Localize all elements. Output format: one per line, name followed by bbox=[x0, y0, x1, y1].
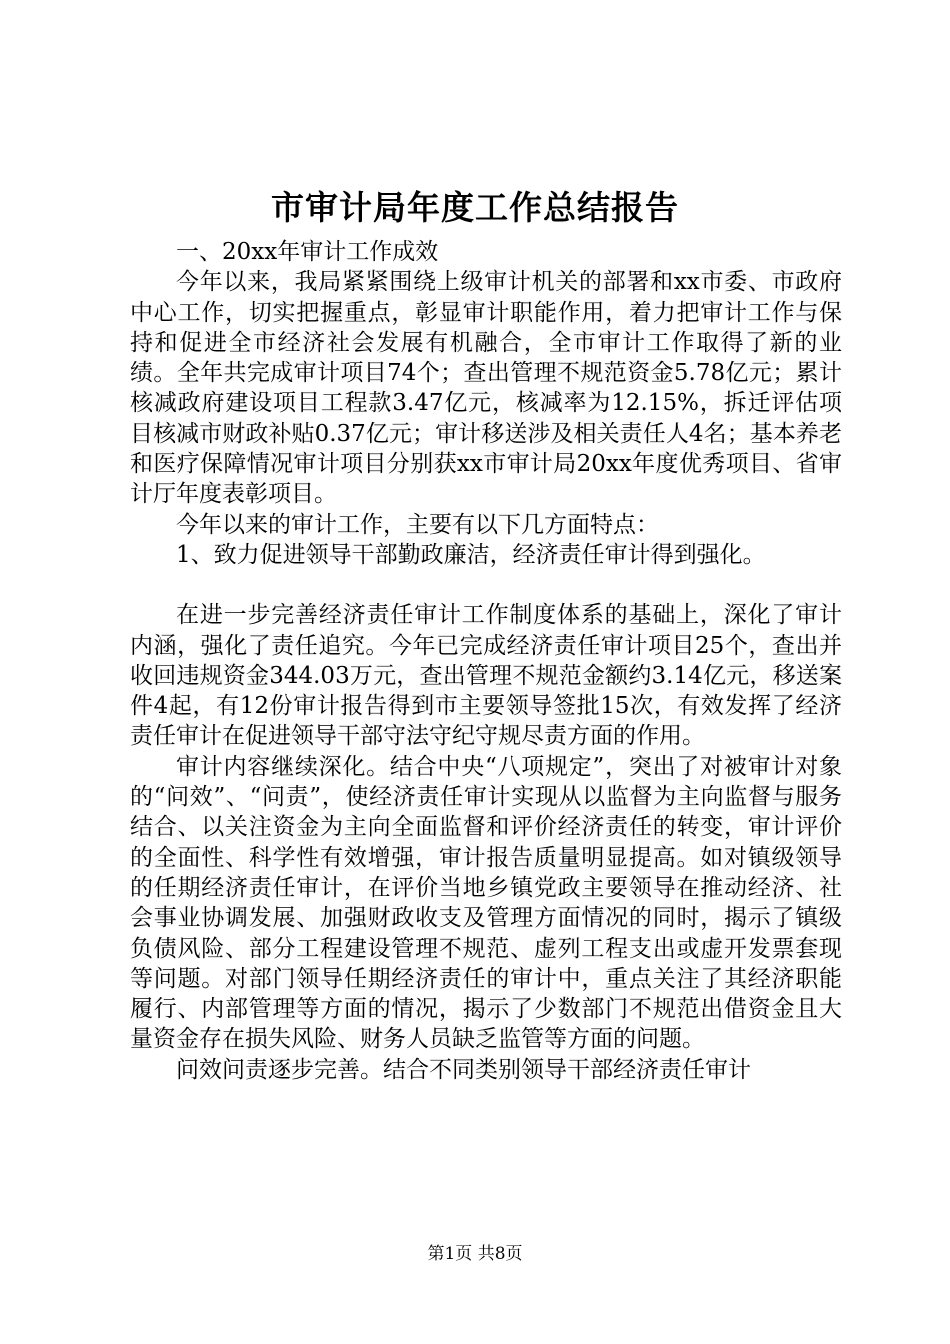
paragraph: 审计内容继续深化。结合中央“八项规定”，突出了对被审计对象的“问效”、“问责”，使经济责任审计实现从以监督为主向监督与服务结合、以关注资金为主向全面监督和评价经济责任的转变，审计评价的全面性、科学性有效增强，审计报告质量明显提高。如对镇级领导的任期经济责任审计，在评价当地乡镇党政主要领导在推动经济、社会事业协调发展、加强财政收支及管理方面情况的同时，揭示了镇级负债风险、部分工程建设管理不规范、虚列工程支出或虚开发票套现等问题。对部门领导任期经济责任的审计中，重点关注了其经济职能履行、内部管理等方面的情况，揭示了少数部门不规范出借资金且大量资金存在损失风险、财务人员缺乏监管等方面的问题。 bbox=[130, 753, 842, 1053]
paragraph: 问效问责逐步完善。结合不同类别领导干部经济责任审计 bbox=[176, 1056, 751, 1083]
document-body bbox=[130, 237, 842, 1085]
paragraph: 今年以来，我局紧紧围绕上级审计机关的部署和xx市委、市政府中心工作，切实把握重点，彰显审计职能作用，着力把审计工作与保持和促进全市经济社会发展有机融合，全市审计工作取得了新的业绩。全年共完成审计项目74个；查出管理不规范资金5.78亿元；累计核减政府建设项目工程款3.47亿元，核减率为12.15%，拆迁评估项目核减市财政补贴0.37亿元；审计移送涉及相关责任人4名；基本养老和医疗保障情况审计项目分别获xx市审计局20xx年度优秀项目、省审计厅年度表彰项目。 bbox=[130, 269, 842, 508]
paragraph: 今年以来的审计工作，主要有以下几方面特点： bbox=[176, 511, 659, 538]
page-footer: 第1页 共8页 bbox=[427, 1244, 523, 1264]
document-title: 市审计局年度工作总结报告 bbox=[271, 188, 679, 227]
section-heading: 一、20xx年审计工作成效 bbox=[176, 239, 439, 265]
subsection-heading: 1、致力促进领导干部勤政廉洁，经济责任审计得到强化。 bbox=[176, 541, 766, 568]
paragraph: 在进一步完善经济责任审计工作制度体系的基础上，深化了审计内涵，强化了责任追究。今年已完成经济责任审计项目25个，查出并收回违规资金344.03万元，查出管理不规范金额约3.14亿元，移送案件4起，有12份审计报告得到市主要领导签批15次，有效发挥了经济责任审计在促进领导干部守法守纪守规尽责方面的作用。 bbox=[130, 602, 842, 750]
